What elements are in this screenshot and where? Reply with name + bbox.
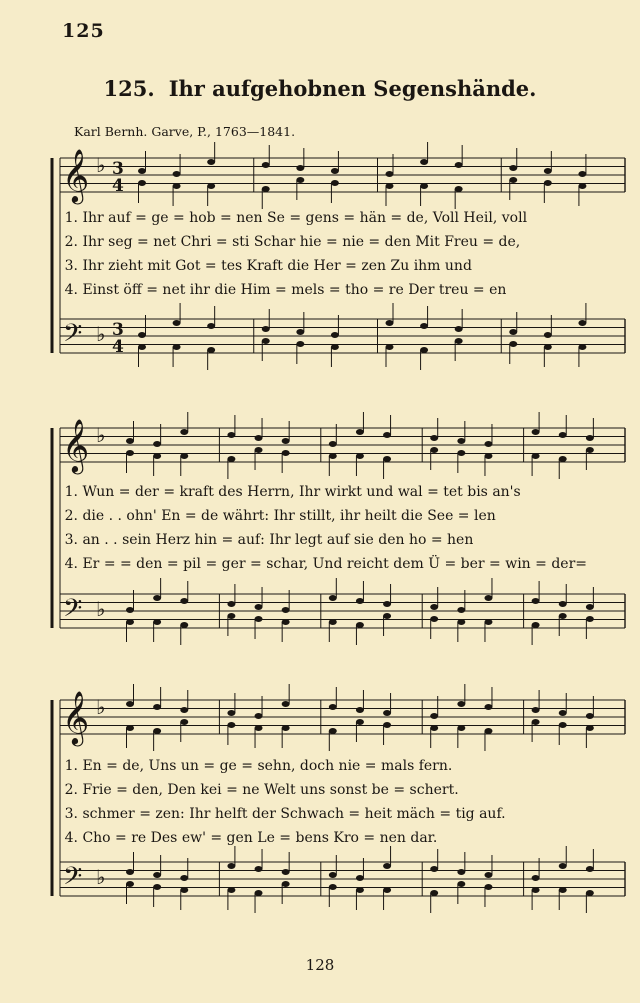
- note-head: [383, 710, 391, 716]
- note-head: [296, 329, 304, 335]
- note-head: [532, 622, 540, 628]
- note-head: [153, 872, 161, 878]
- verse-line: [52, 234, 520, 250]
- note-head: [457, 607, 465, 613]
- note-head: [586, 890, 594, 896]
- note-head: [559, 863, 567, 869]
- note-head: [282, 438, 290, 444]
- note-head: [386, 183, 394, 189]
- note-head: [126, 619, 134, 625]
- hymn-number: 125.: [103, 76, 155, 101]
- note-head: [126, 869, 134, 875]
- note-head: [356, 719, 364, 725]
- note-head: [559, 710, 567, 716]
- note-head: [138, 344, 146, 350]
- note-head: [484, 595, 492, 601]
- note-head: [180, 453, 188, 459]
- note-head: [153, 595, 161, 601]
- note-head: [457, 869, 465, 875]
- note-head: [207, 183, 215, 189]
- note-head: [153, 453, 161, 459]
- note-head: [255, 725, 263, 731]
- note-head: [457, 438, 465, 444]
- note-head: [559, 432, 567, 438]
- note-head: [331, 180, 339, 186]
- note-head: [227, 722, 235, 728]
- note-head: [544, 332, 552, 338]
- verse-line: [52, 532, 473, 548]
- verse-line: [52, 210, 527, 226]
- note-head: [544, 168, 552, 174]
- page-number: 128: [305, 956, 335, 974]
- note-head: [383, 432, 391, 438]
- note-head: [126, 725, 134, 731]
- note-head: [559, 722, 567, 728]
- verse-text: En = de, Uns un = ge = sehn, doch nie = mals fern.: [82, 758, 453, 774]
- note-head: [455, 162, 463, 168]
- flat-key-icon: ♭: [96, 865, 106, 889]
- note-head: [457, 881, 465, 887]
- note-head: [180, 719, 188, 725]
- hymn-title: Ihr aufgehobnen Segenshände.: [168, 76, 537, 101]
- note-head: [329, 453, 337, 459]
- flat-key-icon: ♭: [96, 423, 106, 447]
- verse-text: schmer = zen: Ihr helft der Schwach = heit mäch = tig auf.: [82, 806, 506, 822]
- verse-text: Ihr auf = ge = hob = nen Se = gens = hän = de, Voll Heil, voll: [82, 210, 528, 226]
- note-head: [180, 598, 188, 604]
- note-head: [383, 887, 391, 893]
- note-head: [430, 604, 438, 610]
- verse-line: [52, 758, 452, 774]
- note-head: [255, 616, 263, 622]
- note-head: [509, 329, 517, 335]
- note-head: [255, 604, 263, 610]
- bass-clef-icon: 𝄢: [63, 862, 83, 897]
- note-head: [356, 429, 364, 435]
- note-head: [586, 447, 594, 453]
- note-head: [207, 159, 215, 165]
- note-head: [173, 344, 181, 350]
- note-head: [484, 884, 492, 890]
- note-head: [578, 171, 586, 177]
- note-head: [126, 607, 134, 613]
- note-head: [356, 598, 364, 604]
- note-head: [586, 435, 594, 441]
- note-head: [331, 344, 339, 350]
- note-head: [153, 704, 161, 710]
- verse-number: 2.: [64, 508, 78, 524]
- note-head: [262, 186, 270, 192]
- note-head: [138, 168, 146, 174]
- note-head: [126, 450, 134, 456]
- note-head: [484, 453, 492, 459]
- verse-line: [52, 830, 437, 846]
- treble-clef-icon: 𝄞: [62, 418, 90, 472]
- note-head: [329, 704, 337, 710]
- running-page-number: 125: [62, 20, 105, 42]
- bass-clef-icon: 𝄢: [63, 594, 83, 629]
- note-head: [420, 159, 428, 165]
- verse-text: Wun = der = kraft des Herrn, Ihr wirkt und wal = tet bis an's: [82, 484, 521, 500]
- note-head: [180, 429, 188, 435]
- note-head: [126, 701, 134, 707]
- note-head: [383, 456, 391, 462]
- verse-line: [52, 556, 587, 572]
- note-head: [153, 728, 161, 734]
- verse-line: [52, 484, 521, 500]
- note-head: [227, 613, 235, 619]
- note-head: [173, 171, 181, 177]
- note-head: [126, 438, 134, 444]
- note-head: [153, 441, 161, 447]
- note-head: [586, 616, 594, 622]
- note-head: [255, 890, 263, 896]
- note-head: [420, 183, 428, 189]
- note-head: [227, 887, 235, 893]
- verse-text: die . . ohn' En = de währt: Ihr stillt, ihr heilt die See = len: [82, 508, 496, 524]
- note-head: [383, 722, 391, 728]
- note-head: [457, 450, 465, 456]
- note-head: [296, 177, 304, 183]
- note-head: [430, 866, 438, 872]
- note-head: [180, 875, 188, 881]
- note-head: [559, 887, 567, 893]
- note-head: [532, 598, 540, 604]
- time-signature-bottom: 4: [112, 337, 124, 357]
- note-head: [356, 875, 364, 881]
- note-head: [255, 447, 263, 453]
- note-head: [386, 344, 394, 350]
- note-head: [296, 165, 304, 171]
- note-head: [227, 601, 235, 607]
- note-head: [138, 332, 146, 338]
- note-head: [586, 725, 594, 731]
- hymn-author: Karl Bernh. Garve, P., 1763—1841.: [74, 124, 296, 139]
- note-head: [559, 613, 567, 619]
- verse-number: 3.: [64, 532, 78, 548]
- verse-text: Cho = re Des ew' = gen Le = bens Kro = nen dar.: [82, 830, 438, 846]
- note-head: [430, 890, 438, 896]
- note-head: [455, 338, 463, 344]
- note-head: [559, 456, 567, 462]
- note-head: [329, 884, 337, 890]
- note-head: [484, 441, 492, 447]
- verse-number: 1.: [64, 210, 78, 226]
- note-head: [329, 728, 337, 734]
- note-head: [282, 881, 290, 887]
- note-head: [262, 326, 270, 332]
- note-head: [532, 875, 540, 881]
- note-head: [227, 863, 235, 869]
- note-head: [455, 186, 463, 192]
- note-head: [153, 619, 161, 625]
- treble-clef-icon: 𝄞: [62, 690, 90, 744]
- note-head: [484, 704, 492, 710]
- note-head: [262, 338, 270, 344]
- note-head: [356, 887, 364, 893]
- note-head: [329, 619, 337, 625]
- verse-line: [52, 782, 459, 798]
- note-head: [383, 863, 391, 869]
- note-head: [578, 183, 586, 189]
- note-head: [383, 601, 391, 607]
- verse-line: [52, 258, 472, 274]
- note-head: [173, 183, 181, 189]
- verse-number: 2.: [64, 234, 78, 250]
- note-head: [383, 613, 391, 619]
- verse-number: 4.: [64, 830, 78, 846]
- note-head: [484, 728, 492, 734]
- note-head: [227, 710, 235, 716]
- note-head: [430, 447, 438, 453]
- note-head: [386, 171, 394, 177]
- verse-line: [52, 282, 506, 298]
- note-head: [262, 162, 270, 168]
- note-head: [138, 180, 146, 186]
- note-head: [173, 320, 181, 326]
- note-head: [544, 344, 552, 350]
- note-head: [559, 601, 567, 607]
- note-head: [509, 341, 517, 347]
- verse-text: Er = = den = pil = ger = schar, Und reicht dem Ü = ber = win = der=: [82, 556, 587, 572]
- note-head: [578, 344, 586, 350]
- verse-text: Einst öff = net ihr die Him = mels = tho = re Der treu = en: [82, 282, 507, 298]
- note-head: [509, 165, 517, 171]
- note-head: [484, 872, 492, 878]
- note-head: [227, 456, 235, 462]
- flat-key-icon: ♭: [96, 153, 106, 177]
- note-head: [420, 347, 428, 353]
- note-head: [180, 887, 188, 893]
- note-head: [282, 619, 290, 625]
- note-head: [356, 707, 364, 713]
- verse-number: 2.: [64, 782, 78, 798]
- time-signature-top: 3: [112, 320, 124, 340]
- note-head: [282, 607, 290, 613]
- note-head: [457, 619, 465, 625]
- note-head: [430, 616, 438, 622]
- bass-clef-icon: 𝄢: [63, 319, 83, 354]
- note-head: [356, 453, 364, 459]
- note-head: [255, 866, 263, 872]
- note-head: [296, 341, 304, 347]
- note-head: [532, 719, 540, 725]
- verse-text: Ihr seg = net Chri = sti Schar hie = nie = den Mit Freu = de,: [82, 234, 521, 250]
- note-head: [329, 872, 337, 878]
- note-head: [532, 707, 540, 713]
- note-head: [386, 320, 394, 326]
- note-head: [532, 887, 540, 893]
- note-head: [457, 701, 465, 707]
- note-head: [207, 323, 215, 329]
- flat-key-icon: ♭: [96, 597, 106, 621]
- note-head: [282, 701, 290, 707]
- verse-text: Frie = den, Den kei = ne Welt uns sonst be = schert.: [82, 782, 459, 798]
- verse-number: 3.: [64, 806, 78, 822]
- note-head: [126, 881, 134, 887]
- note-head: [430, 435, 438, 441]
- note-head: [420, 323, 428, 329]
- note-head: [227, 432, 235, 438]
- note-head: [282, 869, 290, 875]
- verse-text: an . . sein Herz hin = auf: Ihr legt auf sie den ho = hen: [82, 532, 474, 548]
- verse-number: 4.: [64, 556, 78, 572]
- note-head: [457, 725, 465, 731]
- note-head: [532, 453, 540, 459]
- note-head: [544, 180, 552, 186]
- note-head: [329, 595, 337, 601]
- verse-number: 1.: [64, 484, 78, 500]
- flat-key-icon: ♭: [96, 322, 106, 346]
- note-head: [153, 884, 161, 890]
- note-head: [207, 347, 215, 353]
- verse-text: Ihr zieht mit Got = tes Kraft die Her = zen Zu ihm und: [82, 258, 472, 274]
- verse-number: 1.: [64, 758, 78, 774]
- note-head: [255, 435, 263, 441]
- note-head: [532, 429, 540, 435]
- note-head: [331, 168, 339, 174]
- note-head: [484, 619, 492, 625]
- note-head: [282, 725, 290, 731]
- note-head: [180, 622, 188, 628]
- time-signature-top: 3: [112, 159, 124, 179]
- verse-number: 4.: [64, 282, 78, 298]
- note-head: [586, 866, 594, 872]
- flat-key-icon: ♭: [96, 695, 106, 719]
- note-head: [255, 713, 263, 719]
- time-signature-bottom: 4: [112, 176, 124, 196]
- note-head: [180, 707, 188, 713]
- note-head: [586, 604, 594, 610]
- note-head: [329, 441, 337, 447]
- verse-number: 3.: [64, 258, 78, 274]
- note-head: [356, 622, 364, 628]
- note-head: [331, 332, 339, 338]
- verse-line: [52, 508, 496, 524]
- verse-line: [52, 806, 506, 822]
- note-head: [430, 725, 438, 731]
- note-head: [586, 713, 594, 719]
- note-head: [282, 450, 290, 456]
- note-head: [455, 326, 463, 332]
- note-head: [509, 177, 517, 183]
- note-head: [430, 713, 438, 719]
- treble-clef-icon: 𝄞: [62, 148, 90, 202]
- note-head: [578, 320, 586, 326]
